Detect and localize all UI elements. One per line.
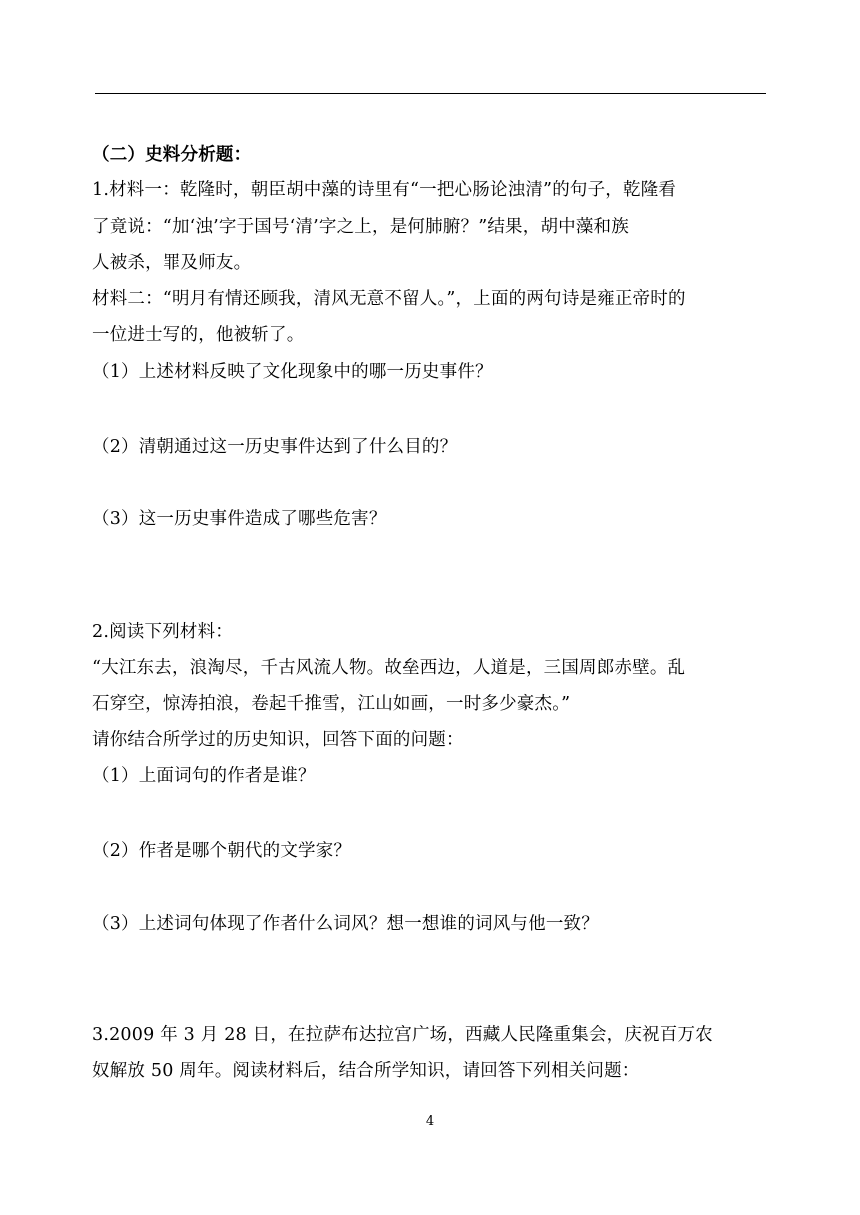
q2-line-3: 石穿空，惊涛拍浪，卷起千推雪，江山如画，一时多少豪杰。” [92,694,571,714]
q3-line-1: 3.2009 年 3 月 28 日，在拉萨布达拉宫广场，西藏人民隆重集会，庆祝百万农 [92,1025,713,1045]
q2-line-2: “大江东去，浪淘尽，千古风流人物。故垒西边，人道是，三国周郎赤壁。乱 [92,658,686,678]
q2-line-1: 2.阅读下列材料： [92,622,233,642]
q1-sub-question-1: （1）上述材料反映了文化现象中的哪一历史事件？ [92,362,493,382]
q1-sub-question-2: （2）清朝通过这一历史事件达到了什么目的？ [92,437,458,457]
q2-sub-question-3: （3）上述词句体现了作者什么词风？想一想谁的词风与他一致？ [92,914,599,934]
q3-line-2: 奴解放 50 周年。阅读材料后，结合所学知识，请回答下列相关问题： [92,1061,640,1081]
page-number: 4 [425,1114,435,1129]
q1-line-3: 人被杀，罪及师友。 [92,253,252,273]
q2-sub-question-2: （2）作者是哪个朝代的文学家？ [92,841,352,861]
section-title: （二）史料分析题： [92,145,252,165]
q1-sub-question-3: （3）这一历史事件造成了哪些危害？ [92,509,387,529]
q1-line-2: 了竟说：“加‘浊’字于国号‘清’字之上，是何肺腑？”结果，胡中藻和族 [92,217,629,237]
header-rule [95,93,766,94]
q1-line-1: 1.材料一：乾隆时，朝臣胡中藻的诗里有“一把心肠论浊清”的句子，乾隆看 [92,180,677,200]
q1-line-4: 材料二：“明月有情还顾我，清风无意不留人。”，上面的两句诗是雍正帝时的 [92,289,686,309]
q1-line-5: 一位进士写的，他被斩了。 [92,325,305,345]
q2-line-4: 请你结合所学过的历史知识，回答下面的问题： [92,730,464,750]
q2-sub-question-1: （1）上面词句的作者是谁？ [92,766,316,786]
